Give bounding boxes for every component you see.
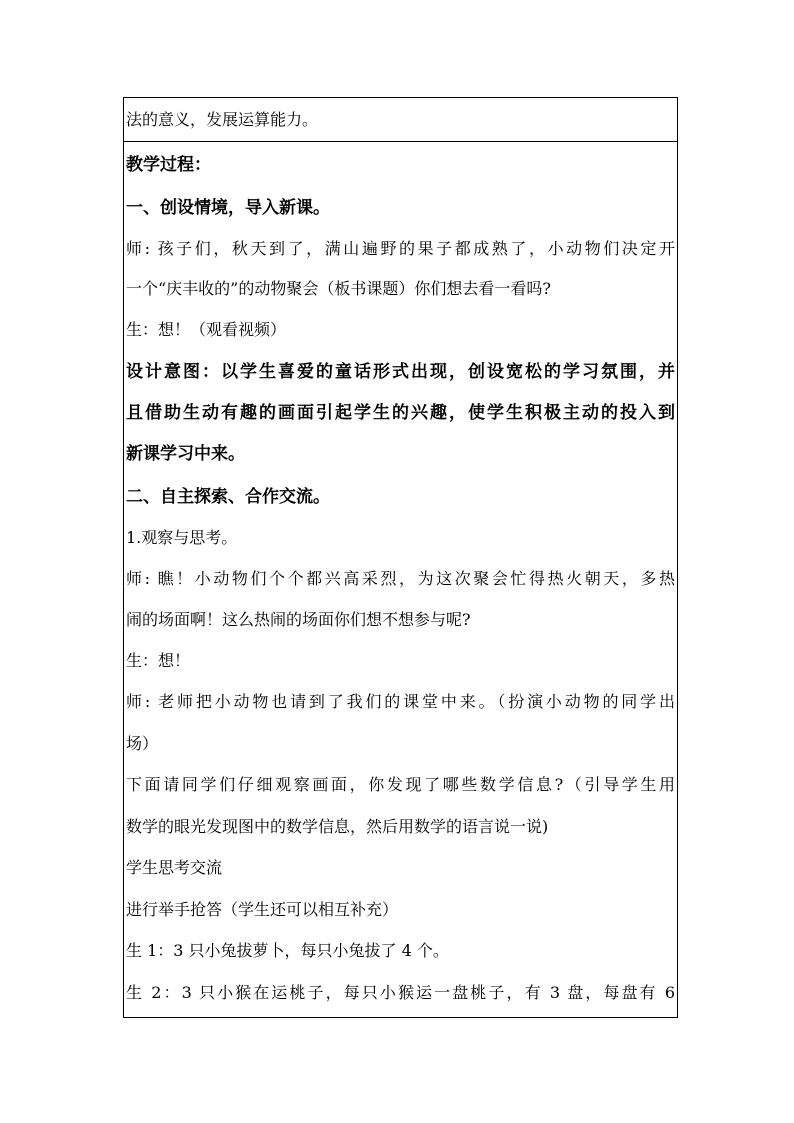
body-line-2: 一、创设情境，导入新课。 — [126, 198, 330, 218]
body-line-12: 闹的场面啊！这么热闹的场面你们想不想参与呢? — [126, 610, 471, 629]
body-line-3: 师: 孩子们，秋天到了，满山遍野的果子都成熟了，小动物们决定开 — [126, 239, 675, 258]
body-line-17: 数学的眼光发现图中的数学信息，然后用数学的语言说一说) — [126, 817, 549, 836]
body-line-14: 师: 老师把小动物也请到了我们的课堂中来。（扮演小动物的同学出 — [126, 692, 675, 711]
body-line-8: 新课学习中来。 — [126, 444, 245, 464]
body-line-18: 学生思考交流 — [126, 858, 223, 877]
top-cell-text: 法的意义，发展运算能力。 — [126, 110, 319, 129]
body-line-15: 场） — [126, 734, 159, 753]
body-line-11: 师: 瞧！小动物们个个都兴高采烈，为这次聚会忙得热火朝天，多热 — [126, 569, 675, 588]
content-table — [123, 97, 678, 1018]
body-line-5: 生：想！（观看视频） — [126, 320, 287, 339]
body-line-10: 1.观察与思考。 — [126, 528, 238, 547]
body-line-20: 生 1：3 只小兔拔萝卜，每只小兔拔了 4 个。 — [126, 941, 449, 960]
body-line-9: 二、自主探索、合作交流。 — [126, 487, 330, 507]
body-line-13: 生：想！ — [126, 651, 191, 670]
body-line-7: 且借助生动有趣的画面引起学生的兴趣，使学生积极主动的投入到 — [126, 403, 675, 423]
body-line-1: 教学过程： — [126, 155, 211, 175]
body-line-4: 一个“庆丰收的”的动物聚会（板书课题）你们想去看一看吗? — [126, 279, 551, 298]
body-line-21: 生 2：3 只小猴在运桃子，每只小猴运一盘桃子，有 3 盘，每盘有 6 — [126, 983, 675, 1002]
body-line-6: 设计意图：以学生喜爱的童话形式出现，创设宽松的学习氛围，并 — [126, 362, 675, 382]
body-line-16: 下面请同学们仔细观察画面，你发现了哪些数学信息?（引导学生用 — [126, 775, 675, 794]
table-row-top — [124, 98, 677, 142]
body-line-19: 进行举手抢答（学生还可以相互补充） — [126, 900, 399, 919]
